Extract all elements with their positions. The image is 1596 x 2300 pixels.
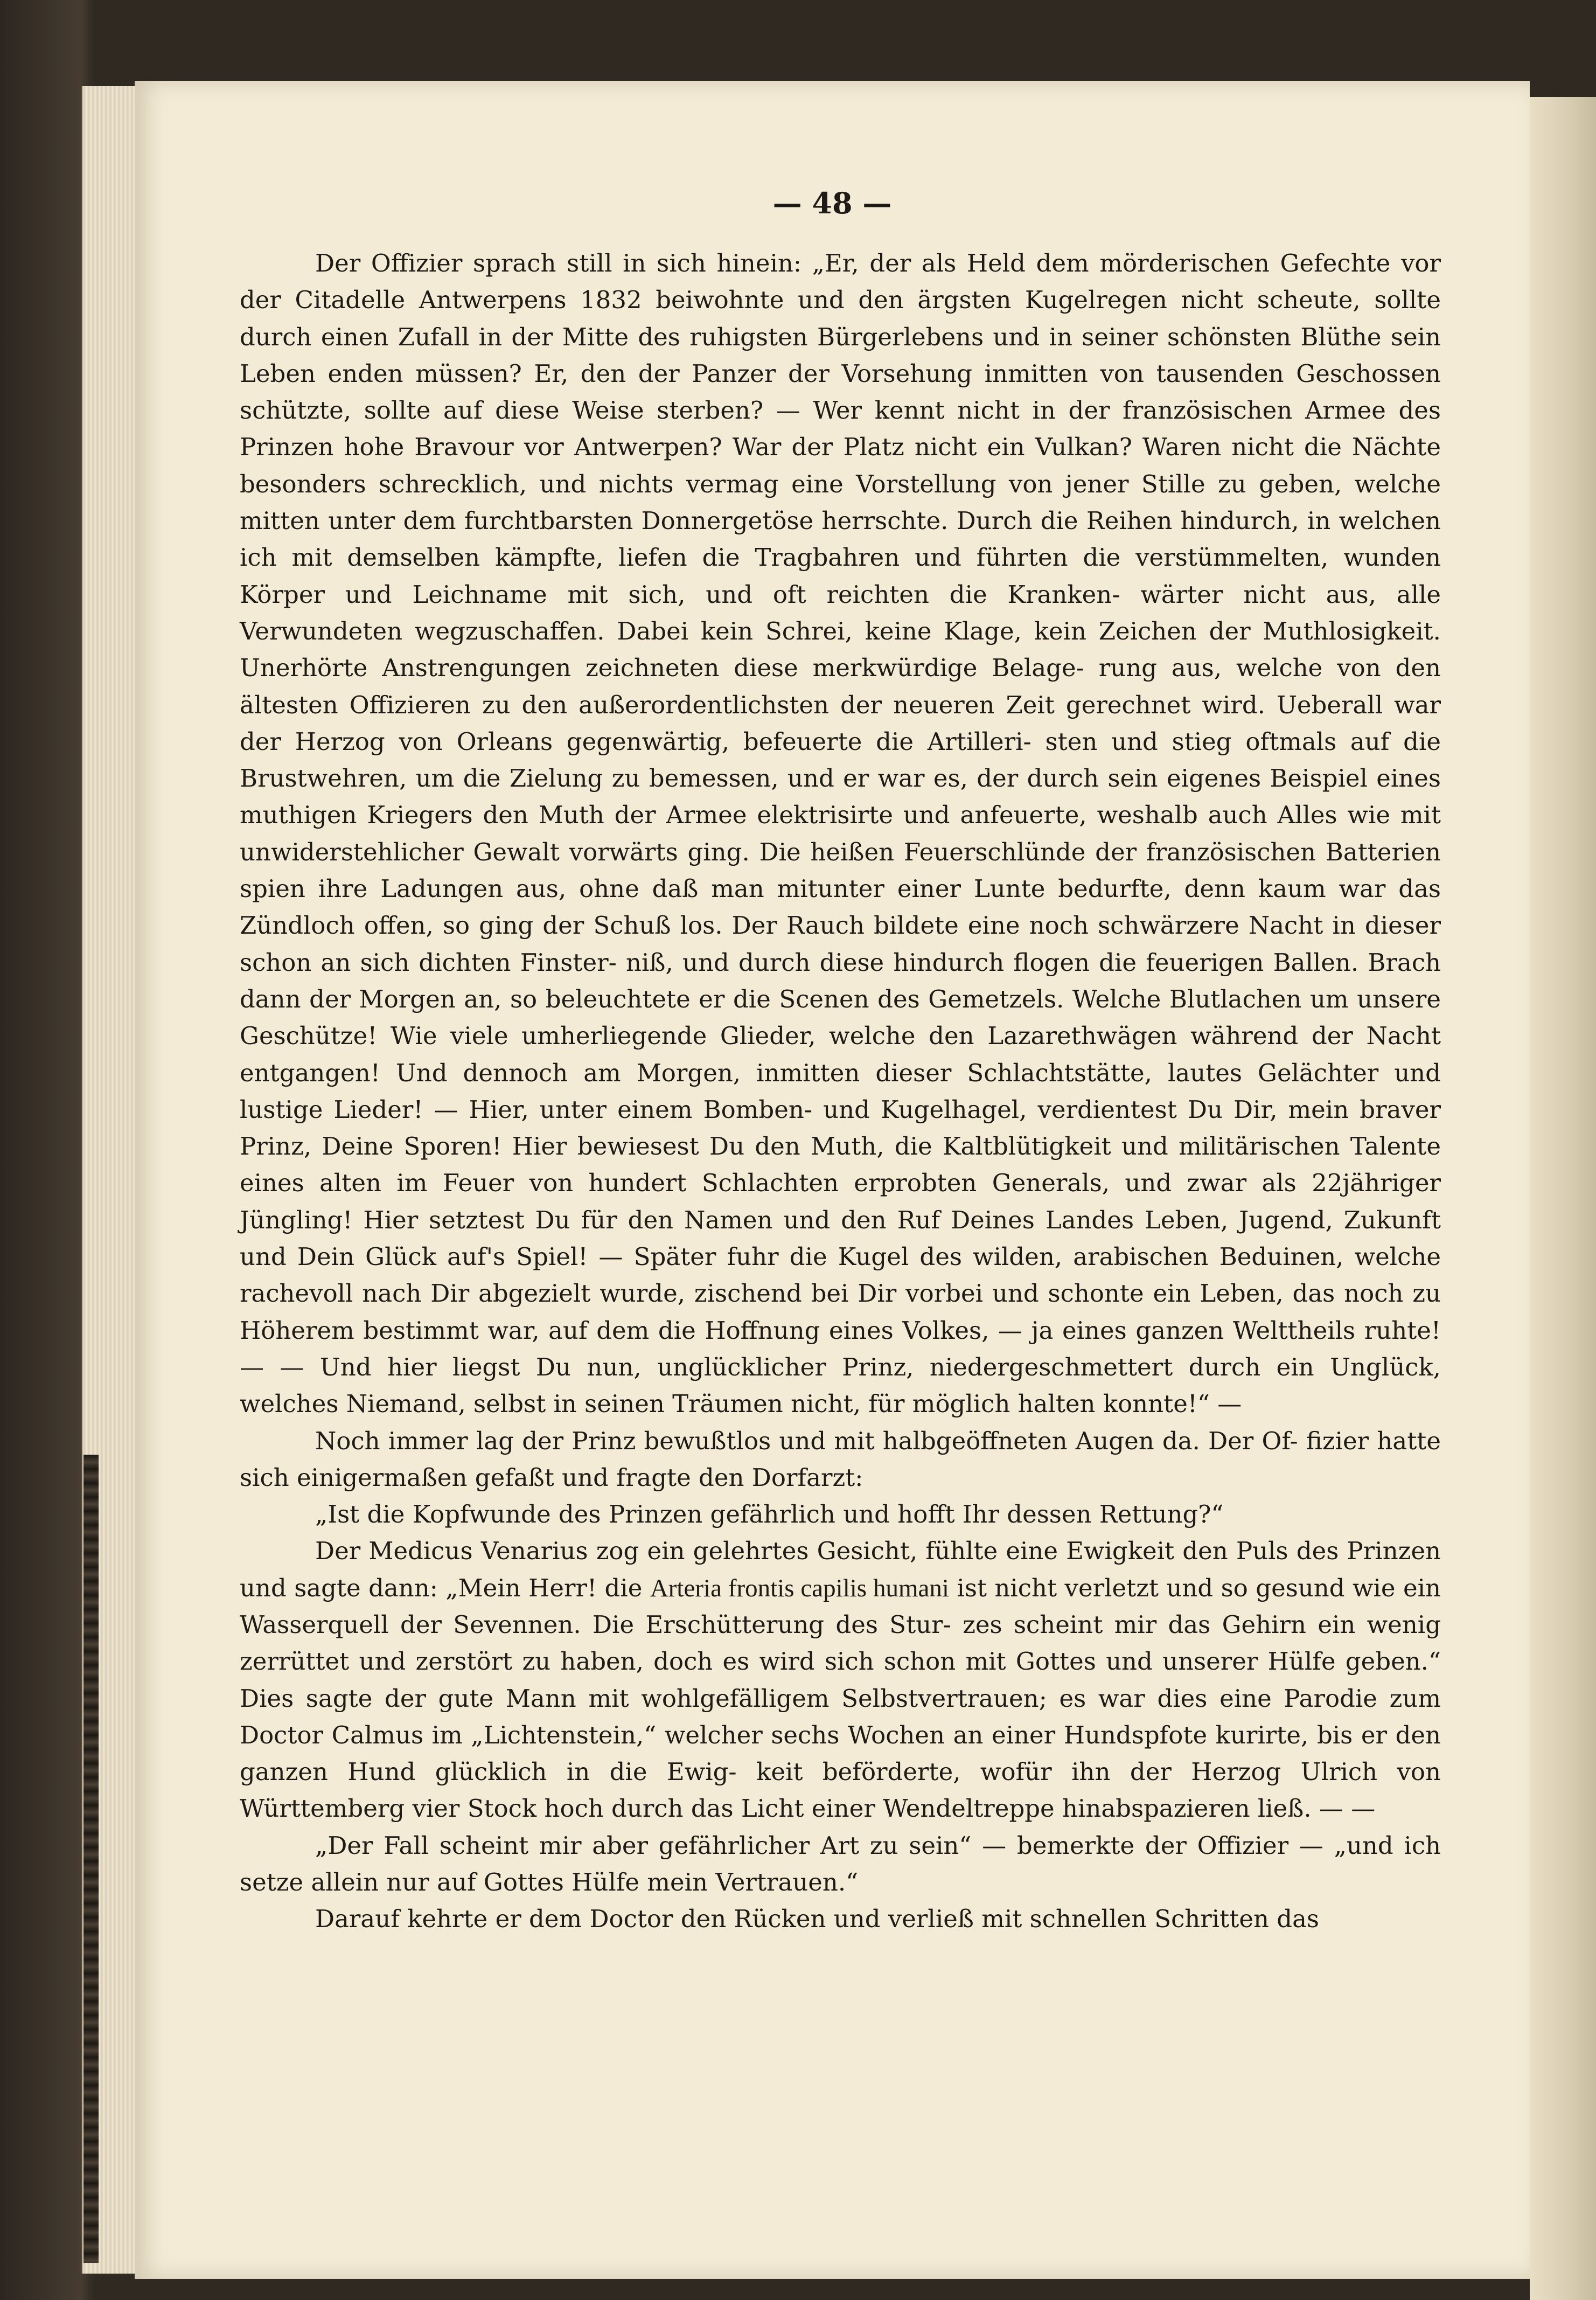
page-number: — 48 — [772, 186, 892, 220]
text-line: Jüngling! Hier setztest Du für den Namen und den Ruf Deines Landes Leben, Jugend, [240, 1205, 1333, 1234]
text-line: schon mit Gottes und unserer Hülfe geben.“ Dies sagte der gute Mann mit wohlgefälligem [240, 1647, 1441, 1713]
text-line: der durch sein eigenes Beispiel eines muthigen Kriegers den Muth der Armee elektrisirte [240, 764, 1441, 830]
text-line: niß, und durch diese hindurch flogen die feuerigen Ballen. Brach dann der Morgen an, [240, 948, 1441, 1013]
text-line: sollte durch einen Zufall in der Mitte des ruhigsten Bürgerlebens und in seiner schönsten [240, 286, 1441, 351]
text-line: Zeichen der Muthlosigkeit. Unerhörte Anstrengungen zeichneten diese merkwürdige Belage- [240, 616, 1441, 683]
text-line: und anfeuerte, weshalb auch Alles wie mit unwiderstehlicher Gewalt vorwärts ging. Die [240, 801, 1441, 866]
text-line: gerechnet wird. Ueberall war der Herzog von Orleans gegenwärtig, befeuerte die Artilleri- [240, 690, 1441, 756]
paragraph [240, 1901, 1441, 1937]
text-line: Noch immer lag der Prinz bewußtlos und mit halbgeöffneten Augen da. Der Of- [315, 1426, 1298, 1455]
text-line: verletzt und so gesund wie ein Wasserquell der Sevennen. Die Erschütterung des Stur- [240, 1573, 1441, 1639]
text-line: Zukunft und Dein Glück auf's Spiel! — Später fuhr die Kugel des wilden, arabischen [240, 1205, 1441, 1271]
text-line: Reihen hindurch, in welchen ich mit demselben kämpfte, liefen die Tragbahren und führten [240, 506, 1441, 572]
text-line: fizier hatte sich einigermaßen gefaßt und fragte den Dorfarzt: [240, 1426, 1441, 1492]
text-line: keit beförderte, wofür ihn der Herzog Ulrich von Württemberg vier Stock hoch durch das [240, 1757, 1441, 1823]
text-line: „und ich setze allein nur auf Gottes Hülfe mein Vertrauen.“ [240, 1831, 1441, 1897]
paragraph [240, 1533, 1441, 1827]
text-line: möglich halten konnte!“ — [912, 1389, 1242, 1419]
text-line: Deine Sporen! Hier bewiesest Du den Muth, die Kaltblütigkeit und militärischen Talente [322, 1132, 1441, 1161]
text-line: sechs Wochen an einer Hundspfote kurirte, bis er den ganzen Hund glücklich in die Ewig- [240, 1720, 1441, 1787]
text-line: heißen Feuerschlünde der französischen Batterien spien ihre Ladungen aus, ohne daß man [240, 837, 1441, 904]
text-line: die verstümmelten, wunden Körper und Leichname mit sich, und oft reichten die Kranken- [240, 543, 1441, 609]
text-line: niedergeschmettert durch ein Unglück, welches Niemand, selbst in seinen Träumen nicht, für [240, 1352, 1441, 1419]
text-line: Licht einer Wendeltreppe hinabspazieren ließ. — — [741, 1794, 1376, 1823]
text-line: rung aus, welche von den ältesten Offizieren zu den außerordentlichsten der neueren Zeit [240, 654, 1441, 719]
text-line: viele umherliegende Glieder, welche den Lazarethwägen während der Nacht entgangen! Und [240, 1022, 1441, 1087]
text-line: sten und stieg oftmals auf die Brustwehren, um die Zielung zu bemessen, und er war es, [240, 727, 1441, 793]
page-text [240, 245, 1441, 1938]
text-line: ein Leben, das noch zu Höherem bestimmt war, auf dem die Hoffnung eines Volkes, — [240, 1279, 1441, 1345]
text-line: mitunter einer Lunte bedurfte, denn kaum war das Zündloch offen, so ging der Schuß [240, 874, 1441, 940]
text-line: wärter nicht aus, alle Verwundeten wegzuschaffen. Dabei kein Schrei, keine Klage, kein [240, 580, 1441, 645]
latin-term: Arteria frontis capilis humani [650, 1574, 949, 1602]
facing-page-edge [1530, 97, 1596, 2300]
text-line: des Prinzen und sagte dann: „Mein Herr! die [240, 1537, 1441, 1602]
text-line: Stille zu geben, welche mitten unter dem furchtbarsten Donnergetöse herrschte. Durch die [240, 469, 1441, 536]
text-line: eines alten im Feuer von hundert Schlachten erprobten Generals, und zwar als 22jähriger [240, 1169, 1441, 1198]
paragraph [240, 1423, 1441, 1497]
binding-strip [83, 1455, 99, 2263]
text-line: Waren nicht die Nächte besonders schrecklich, und nichts vermag eine Vorstellung von jener [240, 433, 1441, 498]
text-line: zes scheint mir das Gehirn ein wenig zerrüttet und zerstört zu haben, doch es wird sich [240, 1610, 1441, 1676]
paragraph [240, 1496, 1441, 1533]
text-line: „Ist die Kopfwunde des Prinzen gefährlich und hofft Ihr dessen Rettung?“ [315, 1500, 1224, 1529]
text-line: Darauf kehrte er dem Doctor den Rücken und verließ mit schnellen Schritten das [315, 1905, 1319, 1934]
text-line: ja eines ganzen Welttheils ruhte! — — Und hier liegst Du nun, unglücklicher Prinz, [240, 1316, 1441, 1381]
paragraph [240, 1828, 1441, 1901]
text-line: Beduinen, welche rachevoll nach Dir abgezielt wurde, zischend bei Dir vorbei und schonte [240, 1242, 1441, 1308]
text-line: ist nicht [957, 1573, 1057, 1602]
text-line: Blüthe sein Leben enden müssen? Er, den der Panzer der Vorsehung inmitten von tausenden [240, 322, 1441, 388]
text-line: los. Der Rauch bildete eine noch schwärzere Nacht in dieser schon an sich dichten Finster- [240, 911, 1441, 977]
text-line: Hier, unter einem Bomben- und Kugelhagel, verdientest Du Dir, mein braver Prinz, [240, 1095, 1441, 1161]
text-line: Der Offizier sprach still in sich hinein: „Er, der als Held dem mörderischen Gefechte [315, 249, 1391, 277]
text-line: dennoch am Morgen, inmitten dieser Schlachtstätte, lautes Gelächter und lustige Lieder! — [240, 1058, 1441, 1124]
text-line: so beleuchtete er die Scenen des Gemetzels. Welche Blutlachen um unsere Geschütze! Wie [240, 984, 1441, 1051]
text-line: Armee des Prinzen hohe Bravour vor Antwerpen? War der Platz nicht ein Vulkan? [240, 396, 1441, 462]
paragraph [240, 245, 1441, 1423]
text-line: Geschossen schützte, sollte auf diese Weise sterben? — Wer kennt nicht in der französischen [240, 359, 1441, 425]
text-line: „Der Fall scheint mir aber gefährlicher Art zu sein“ — bemerkte der Offizier — [315, 1831, 1323, 1860]
text-line: vor der Citadelle Antwerpens 1832 beiwohnte und den ärgsten Kugelregen nicht scheute, [240, 249, 1441, 315]
text-line: Der Medicus Venarius zog ein gelehrtes Gesicht, fühlte eine Ewigkeit den Puls [315, 1537, 1288, 1566]
text-line: Selbstvertrauen; es war dies eine Parodie zum Doctor Calmus im „Lichtenstein,“ welcher [240, 1684, 1441, 1749]
